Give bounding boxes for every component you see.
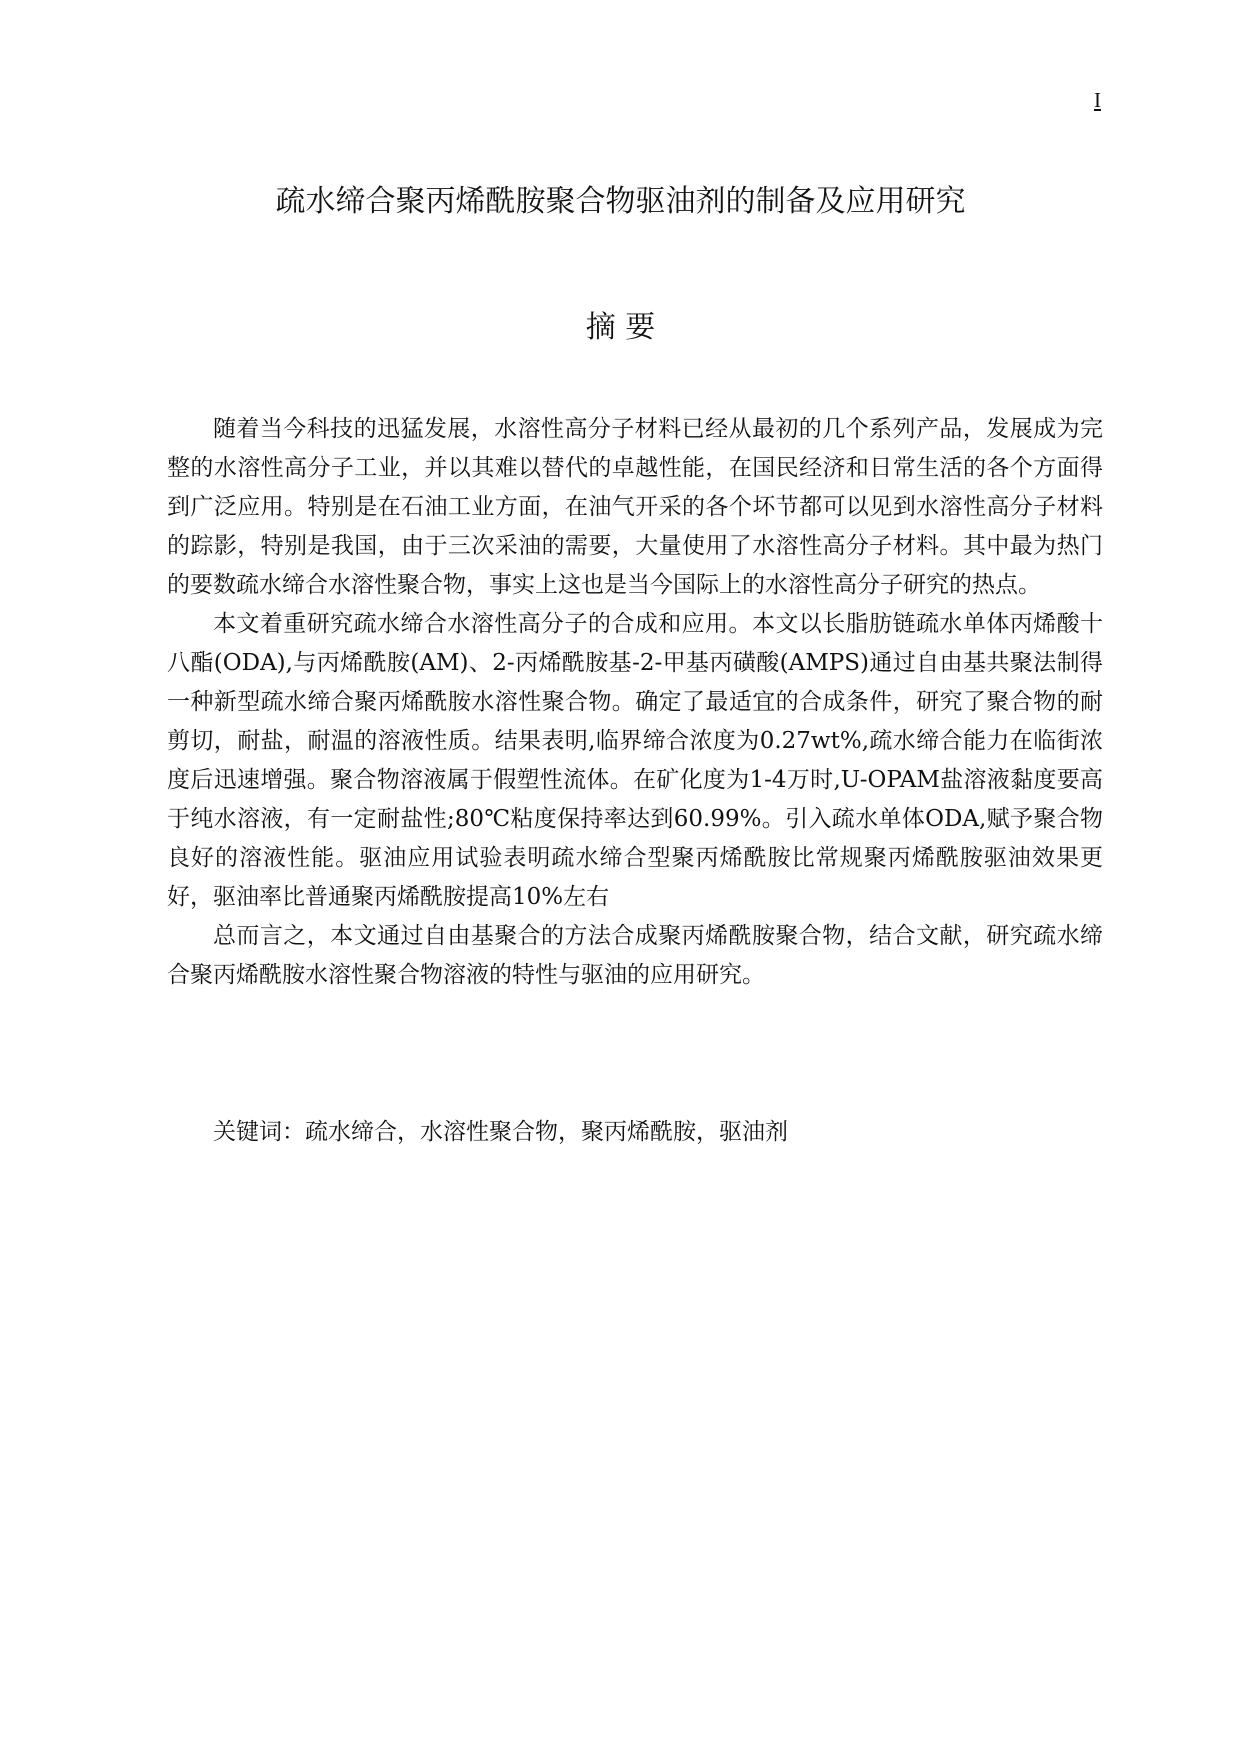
abstract-paragraph-2: 本文着重研究疏水缔合水溶性高分子的合成和应用。本文以长脂肪链疏水单体丙烯酸十八酯(ODA),与丙烯酰胺(AM)、2-丙烯酰胺基-2-甲基丙磺酸(AMPS)通过自由基共聚法制得一种新型疏水缔合聚丙烯酰胺水溶性聚合物。确定了最适宜的合成条件，研究了聚合物的耐剪切，耐盐，耐温的溶液性质。结果表明,临界缔合浓度为0.27wt%,疏水缔合能力在临街浓度后迅速增强。聚合物溶液属于假塑性流体。在矿化度为1-4万时,U-OPAM盐溶液黏度要高于纯水溶液，有一定耐盐性;80℃粘度保持率达到60.99%。引入疏水单体ODA,赋予聚合物良好的溶液性能。驱油应用试验表明疏水缔合型聚丙烯酰胺比常规聚丙烯酰胺驱油效果更好，驱油率比普通聚丙烯酰胺提高10%左右 [167,611,1103,910]
keywords-line: 关键词：疏水缔合，水溶性聚合物，聚丙烯酰胺，驱油剂 [213,1119,788,1145]
abstract-heading: 摘 要 [585,310,656,345]
abstract-body [167,410,1103,995]
page-number: I [1094,88,1101,112]
paper-title: 疏水缔合聚丙烯酰胺聚合物驱油剂的制备及应用研究 [275,184,966,219]
abstract-paragraph-1: 随着当今科技的迅猛发展，水溶性高分子材料已经从最初的几个系列产品，发展成为完整的水溶性高分子工业，并以其难以替代的卓越性能，在国民经济和日常生活的各个方面得到广泛应用。特别是在石油工业方面，在油气开采的各个坏节都可以见到水溶性高分子材料的踪影，特别是我国，由于三次采油的需要，大量使用了水溶性高分子材料。其中最为热门的要数疏水缔合水溶性聚合物，事实上这也是当今国际上的水溶性高分子研究的热点。 [167,416,1103,598]
abstract-paragraph-3: 总而言之，本文通过自由基聚合的方法合成聚丙烯酰胺聚合物，结合文献，研究疏水缔合聚丙烯酰胺水溶性聚合物溶液的特性与驱油的应用研究。 [167,923,1103,988]
